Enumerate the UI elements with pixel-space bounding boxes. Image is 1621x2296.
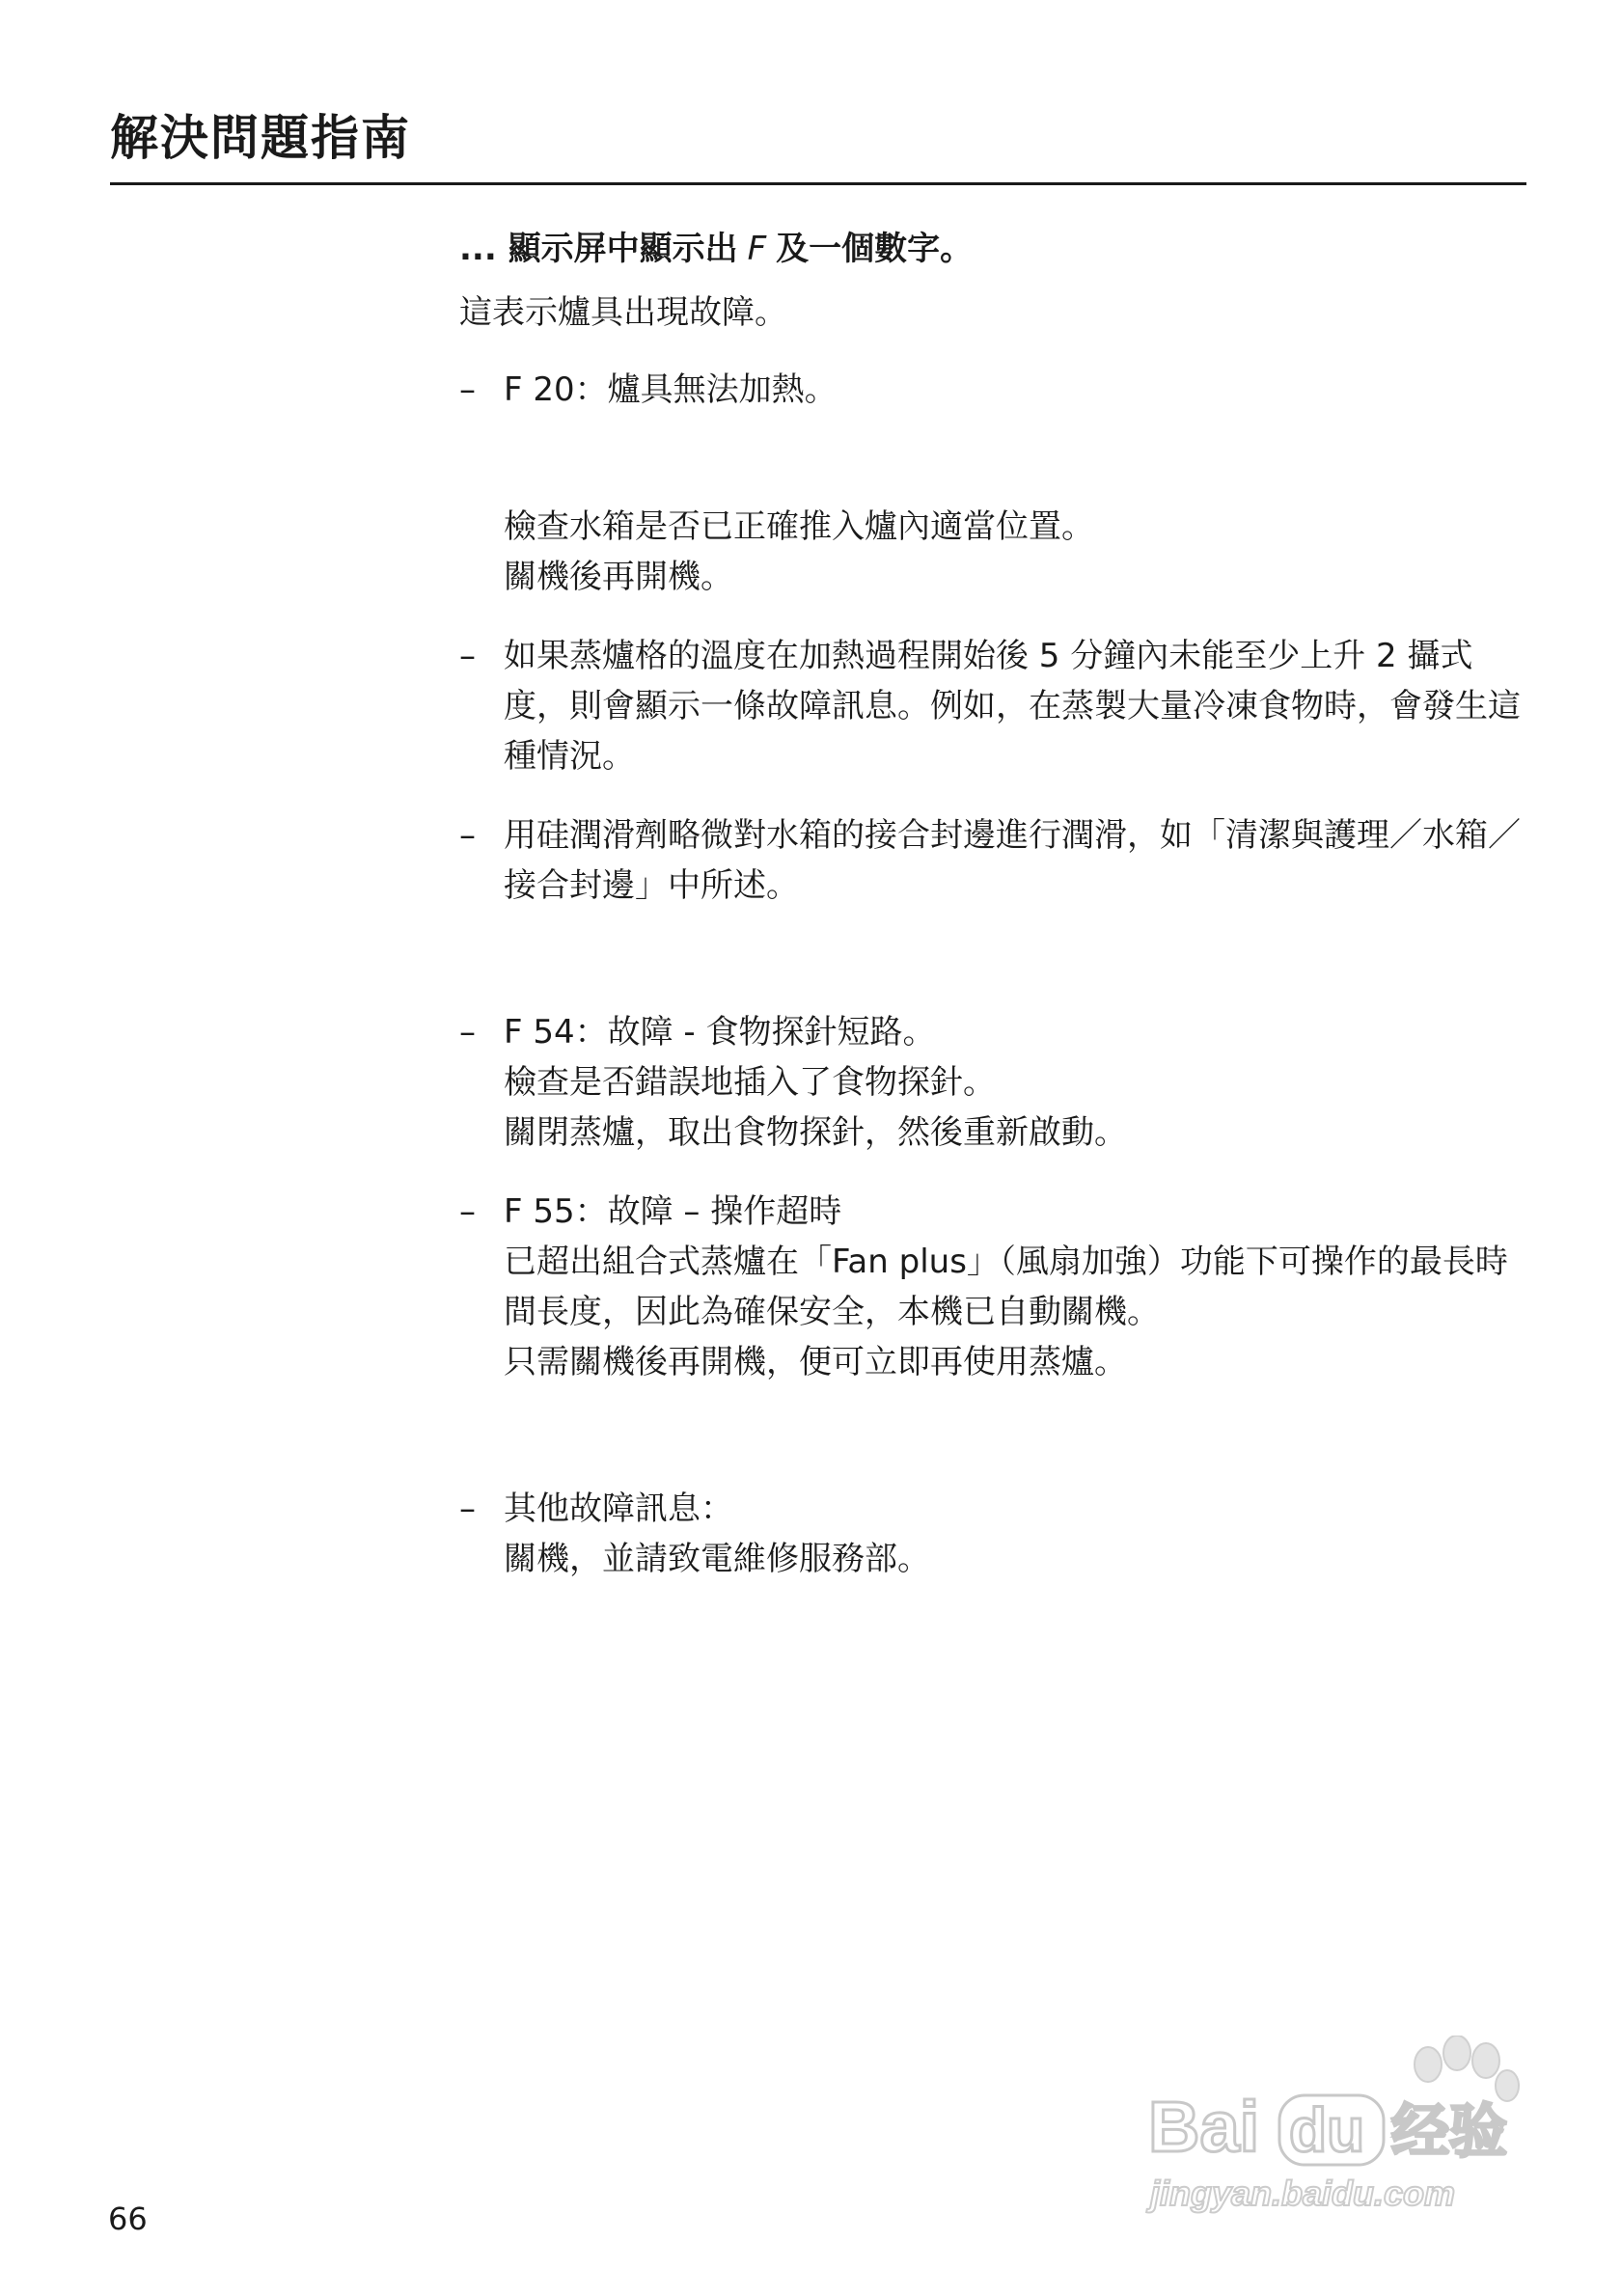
dash-bullet: – — [459, 370, 476, 409]
svg-text:du: du — [1289, 2095, 1365, 2165]
fault-item-f20 — [459, 365, 1530, 415]
paragraph-text: 用硅潤滑劑略微對水箱的接合封邊進行潤滑，如「清潔與護理／水箱／接合封邊」中所述。 — [504, 816, 1521, 905]
paw-icon — [1415, 2036, 1519, 2101]
fault-item-other — [459, 1484, 1530, 1584]
page-title: 解決問題指南 — [110, 110, 411, 166]
heading-suffix: 及一個數字。 — [776, 230, 974, 268]
dash-bullet: – — [459, 637, 476, 675]
fault-f20-remedy — [459, 502, 1530, 602]
baidu-jingyan-watermark — [1139, 2036, 1544, 2219]
title-divider — [110, 182, 1526, 185]
watermark-logo-text: Bai — [1148, 2087, 1260, 2167]
remedy-note: 關機，並請致電維修服務部。 — [504, 1540, 930, 1578]
dash-bullet: – — [459, 1192, 476, 1231]
remedy-note: 只需關機後再開機，便可立即再使用蒸爐。 — [504, 1343, 1127, 1381]
remedy-line: 關機後再開機。 — [504, 558, 733, 596]
fault-other-label: 其他故障訊息： — [504, 1490, 733, 1528]
intro-text: 這表示爐具出現故障。 — [459, 293, 787, 332]
heading-prefix: ... 顯示屏中顯示出 — [459, 230, 738, 268]
fault-f55-label: F 55：故障 – 操作超時 — [504, 1192, 842, 1231]
remedy-line: 關閉蒸爐，取出食物探針，然後重新啟動。 — [504, 1113, 1127, 1152]
fault-item-f55 — [459, 1187, 1530, 1387]
paragraph-text: 如果蒸爐格的溫度在加熱過程開始後 5 分鐘內未能至少上升 2 攝式度，則會顯示一條故障訊息。例如，在蒸製大量冷凍食物時，會發生這種情況。 — [504, 637, 1521, 776]
dash-bullet: – — [459, 816, 476, 855]
du-badge — [1279, 2095, 1384, 2165]
dash-bullet: – — [459, 1490, 476, 1528]
fault-f20-label: F 20：爐具無法加熱。 — [504, 370, 838, 409]
page-number: 66 — [108, 2200, 148, 2237]
fault-f54-label: F 54：故障 - 食物探針短路。 — [504, 1013, 936, 1052]
remedy-line: 檢查水箱是否已正確推入爐內適當位置。 — [504, 507, 1094, 546]
watermark-url: jingyan.baidu.com — [1150, 2173, 1456, 2213]
section-heading — [459, 224, 1530, 274]
dash-bullet: – — [459, 1013, 476, 1052]
main-content — [459, 224, 1530, 1584]
paragraph-text: 已超出組合式蒸爐在「Fan plus」（風扇加強）功能下可操作的最長時間長度，因此為確保安全，本機已自動關機。 — [504, 1243, 1508, 1331]
remedy-line: 檢查是否錯誤地插入了食物探針。 — [504, 1063, 996, 1102]
fault-item-temperature — [459, 631, 1530, 781]
watermark-jingyan-text: 经验 — [1391, 2098, 1507, 2166]
heading-f-character: F — [747, 230, 767, 268]
fault-item-lubricate — [459, 810, 1530, 911]
fault-item-f54 — [459, 1007, 1530, 1158]
